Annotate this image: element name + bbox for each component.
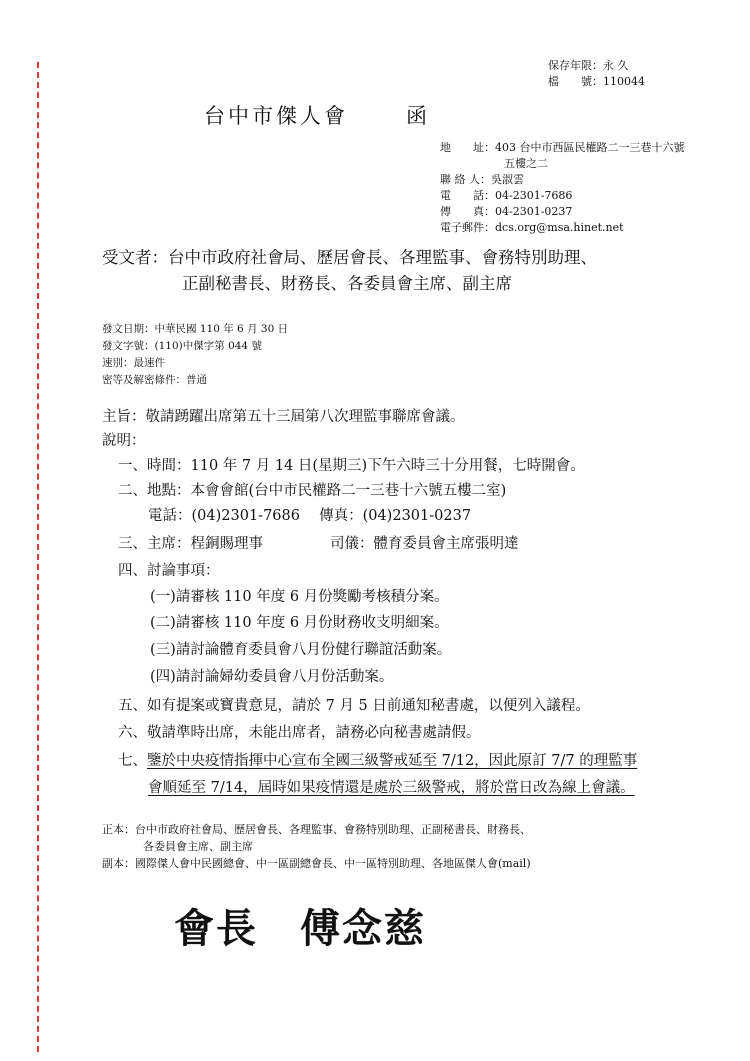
file-number: 檔 號：110044 [548, 75, 645, 88]
doc-type: 函 [406, 104, 430, 128]
item-attendance: 六、敬請準時出席，未能出席者，請務必向秘書處請假。 [118, 725, 481, 741]
item-covid-notice-line2: 會順延至 7/14，屆時如果疫情還是處於三級警戒，將於當日改為線上會議。 [148, 780, 635, 796]
contact-phone: 電 話：04-2301-7686 [440, 189, 573, 202]
secrecy-level: 密等及解密條件：普通 [102, 374, 207, 386]
item-discussion: 四、討論事項： [118, 563, 220, 579]
discussion-item-3: (三)請討論體育委員會八月份健行聯誼活動案。 [150, 642, 452, 658]
contact-person: 聯 絡 人：吳淑雲 [440, 173, 524, 186]
item-covid-notice: 七、鑒於中央疫情指揮中心宣布全國三級警戒延至 7/12，因此原訂 7/7 的理監事 [118, 753, 638, 769]
item-location: 二、地點：本會會館(台中市民權路二一三巷十六號五樓二室) [118, 483, 507, 499]
item-location-phone: 電話：(04)2301-7686 傳真：(04)2301-0237 [148, 508, 472, 524]
retention-period: 保存年限：永 久 [548, 59, 629, 72]
item-chair: 三、主席：程銅賜理事 [118, 536, 263, 552]
issue-number: 發文字號：(110)中傑字第 044 號 [102, 340, 262, 352]
item-emcee: 司儀：體育委員會主席張明達 [330, 536, 519, 552]
contact-address: 地 址：403 台中市西區民權路二一三巷十六號 [440, 141, 685, 154]
cc-copy: 副本：國際傑人會中民國總會、中一區副總會長、中一區特別助理、各地區傑人會(mail) [102, 857, 531, 870]
contact-address-line2: 五樓之二 [504, 157, 548, 170]
recipients-line1: 受文者：台中市政府社會局、歷居會長、各理監事、會務特別助理、 [102, 248, 597, 267]
delivery-speed: 速別：最速件 [102, 357, 165, 369]
binding-margin-line [37, 62, 39, 1052]
item-proposals: 五、如有提案或寶貴意見，請於 7 月 5 日前通知秘書處，以便列入議程。 [118, 698, 590, 714]
discussion-item-1: (一)請審核 110 年度 6 月份獎勵考核積分案。 [150, 589, 449, 605]
recipients-line2: 正副秘書長、財務長、各委員會主席、副主席 [182, 274, 512, 293]
issue-date: 發文日期：中華民國 110 年 6 月 30 日 [102, 323, 289, 335]
item-time: 一、時間：110 年 7 月 14 日(星期三)下午六時三十分用餐，七時開會。 [118, 458, 585, 474]
main-copy-line2: 各委員會主席、副主席 [143, 840, 253, 853]
subject: 主旨：敬請踴躍出席第五十三屆第八次理監事聯席會議。 [102, 409, 465, 425]
explain-label: 說明： [102, 433, 146, 449]
signature-name: 傅念慈 [300, 905, 426, 952]
org-title: 台中市傑人會 [204, 104, 348, 128]
signature-title: 會長 [174, 905, 258, 952]
contact-email: 電子郵件：dcs.org@msa.hinet.net [440, 221, 624, 234]
discussion-item-2: (二)請審核 110 年度 6 月份財務收支明細案。 [150, 615, 449, 631]
contact-fax: 傳 真：04-2301-0237 [440, 205, 573, 218]
main-copy: 正本：台中市政府社會局、歷居會長、各理監事、會務特別助理、正副秘書長、財務長、 [102, 823, 531, 836]
discussion-item-4: (四)請討論婦幼委員會八月份活動案。 [150, 669, 394, 685]
